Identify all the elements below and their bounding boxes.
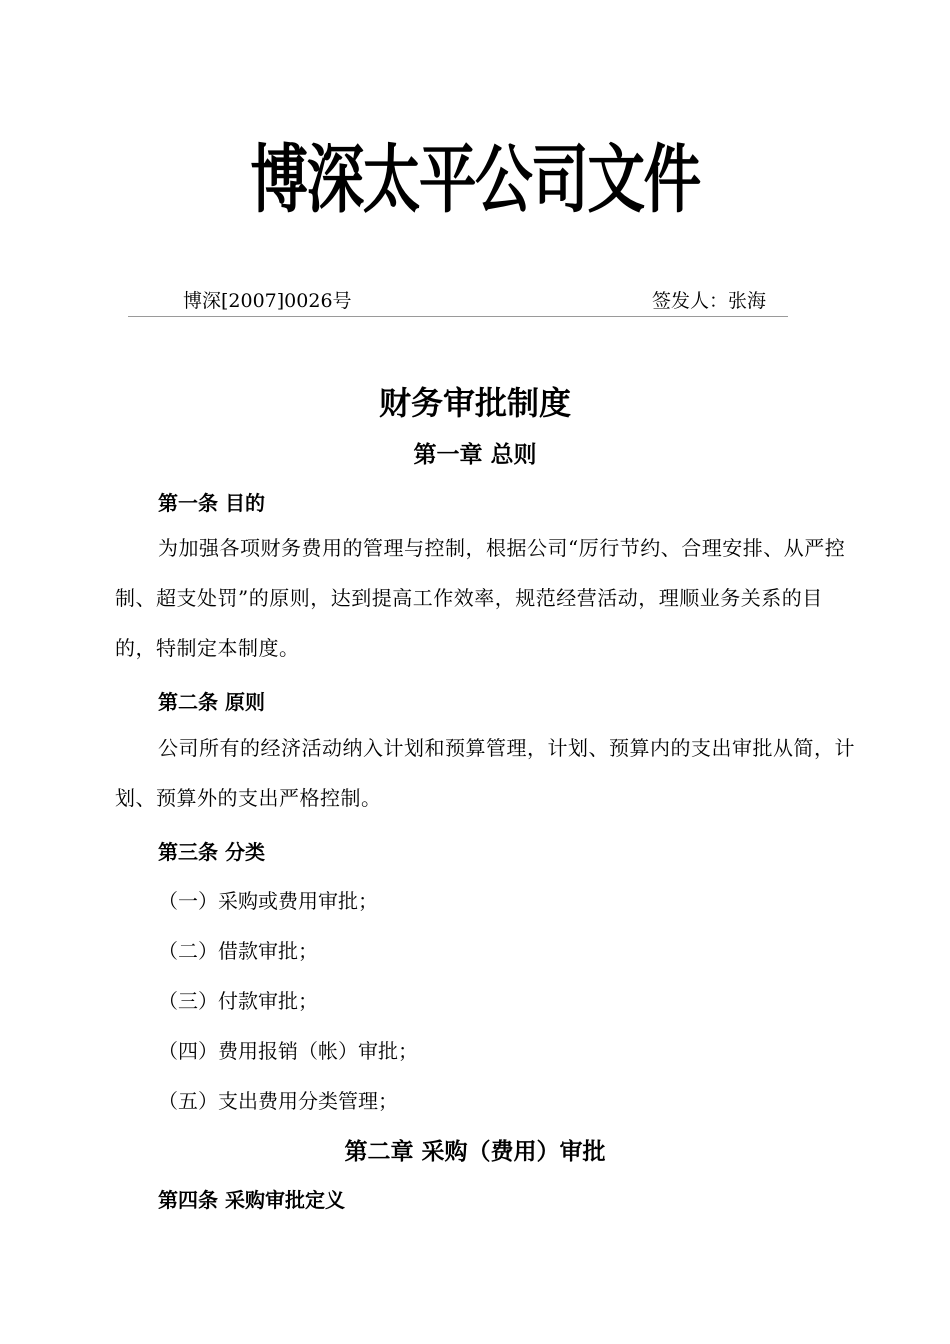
list-item: （四）费用报销（帐）审批； <box>158 1039 418 1063</box>
list-item: （五）支出费用分类管理； <box>158 1089 398 1113</box>
article-1-heading: 第一条 目的 <box>158 491 265 515</box>
article-4-heading: 第四条 采购审批定义 <box>158 1188 345 1212</box>
chapter-2-heading: 第二章 采购（费用）审批 <box>344 1139 606 1165</box>
article-2-text: 公司所有的经济活动纳入计划和预算管理，计划、预算内的支出审批从简，计划、预算外的支出严格控制。 <box>115 736 855 810</box>
issuer-signature: 签发人：张海 <box>651 290 766 312</box>
document-number: 博深[2007]0026号 <box>183 290 352 312</box>
list-item: （三）付款审批； <box>158 989 318 1013</box>
document-title: 财务审批制度 <box>378 384 571 422</box>
list-item: （二）借款审批； <box>158 939 318 963</box>
article-2-heading: 第二条 原则 <box>158 690 265 714</box>
list-item: （一）采购或费用审批； <box>158 889 378 913</box>
header-meta-row <box>128 286 788 317</box>
masthead-title: 博深太平公司文件 <box>250 137 700 223</box>
article-3-heading: 第三条 分类 <box>158 840 265 864</box>
article-1-text: 为加强各项财务费用的管理与控制，根据公司“厉行节约、合理安排、从严控制、超支处罚”的原则，达到提高工作效率，规范经营活动，理顺业务关系的目的，特制定本制度。 <box>115 536 846 660</box>
chapter-1-heading: 第一章 总则 <box>413 442 537 468</box>
